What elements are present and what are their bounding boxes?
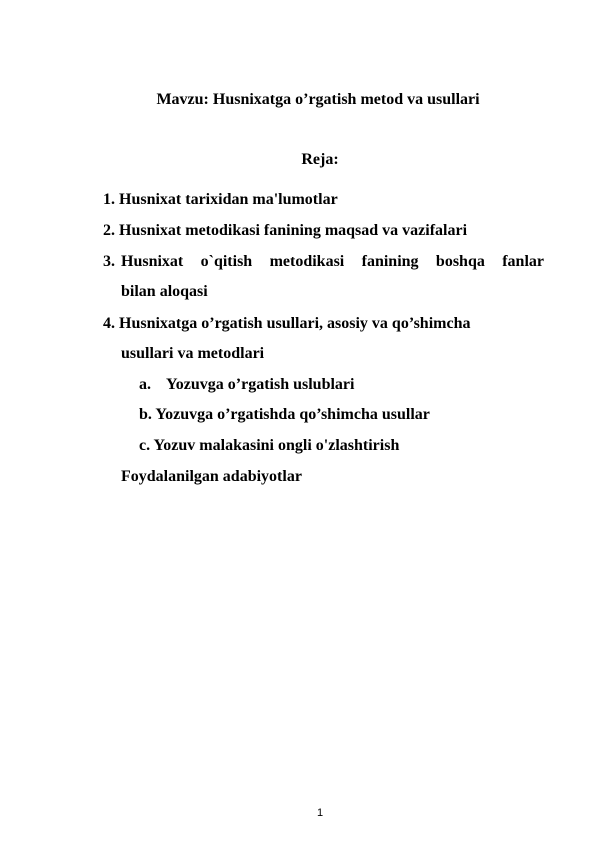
document-title: Mavzu: Husnixatga o’rgatish metod va usullari [156, 91, 480, 108]
plan-subitem-letter: a. [139, 376, 151, 393]
plan-subitem-text: Yozuv malakasini ongli o'zlashtirish [153, 437, 400, 454]
plan-item-3-continuation: bilan aloqasi [121, 283, 208, 300]
plan-item-number: 3. [103, 253, 115, 270]
plan-subitem-b [139, 405, 430, 425]
plan-item-text [121, 252, 544, 272]
plan-subitem-text: Yozuvga o’rgatish uslublari [166, 376, 355, 393]
plan-item-number: 4. [103, 315, 115, 332]
plan-subitem-a [139, 375, 354, 395]
plan-item-text: Husnixat tarixidan ma'lumotlar [119, 191, 338, 208]
plan-subitem-letter: c. [139, 437, 151, 454]
plan-item-word: fanining [361, 253, 419, 270]
plan-item-word: Husnixat [121, 253, 184, 270]
plan-item-2 [103, 221, 467, 241]
plan-heading: Reja: [301, 151, 339, 168]
plan-item-word: boshqa [435, 253, 485, 270]
plan-item-4-continuation: usullari va metodlari [121, 345, 265, 362]
plan-item-1 [103, 190, 338, 210]
plan-item-word: o`qitish [200, 253, 253, 270]
plan-item-4 [103, 314, 470, 334]
page-number: 1 [316, 807, 324, 819]
references-heading: Foydalanilgan adabiyotlar [121, 468, 302, 485]
plan-item-word: fanlar [502, 253, 544, 270]
plan-item-3 [103, 252, 544, 272]
plan-subitem-letter: b. [139, 406, 152, 423]
plan-subitem-c [139, 436, 399, 456]
plan-subitem-text: Yozuvga o’rgatishda qo’shimcha usullar [155, 406, 430, 423]
plan-item-text: Husnixatga o’rgatish usullari, asosiy va qo’shimcha [119, 315, 471, 332]
plan-item-number: 1. [103, 191, 115, 208]
plan-item-word: metodikasi [269, 253, 345, 270]
plan-item-text: Husnixat metodikasi fanining maqsad va vazifalari [119, 222, 468, 239]
plan-item-number: 2. [103, 222, 115, 239]
